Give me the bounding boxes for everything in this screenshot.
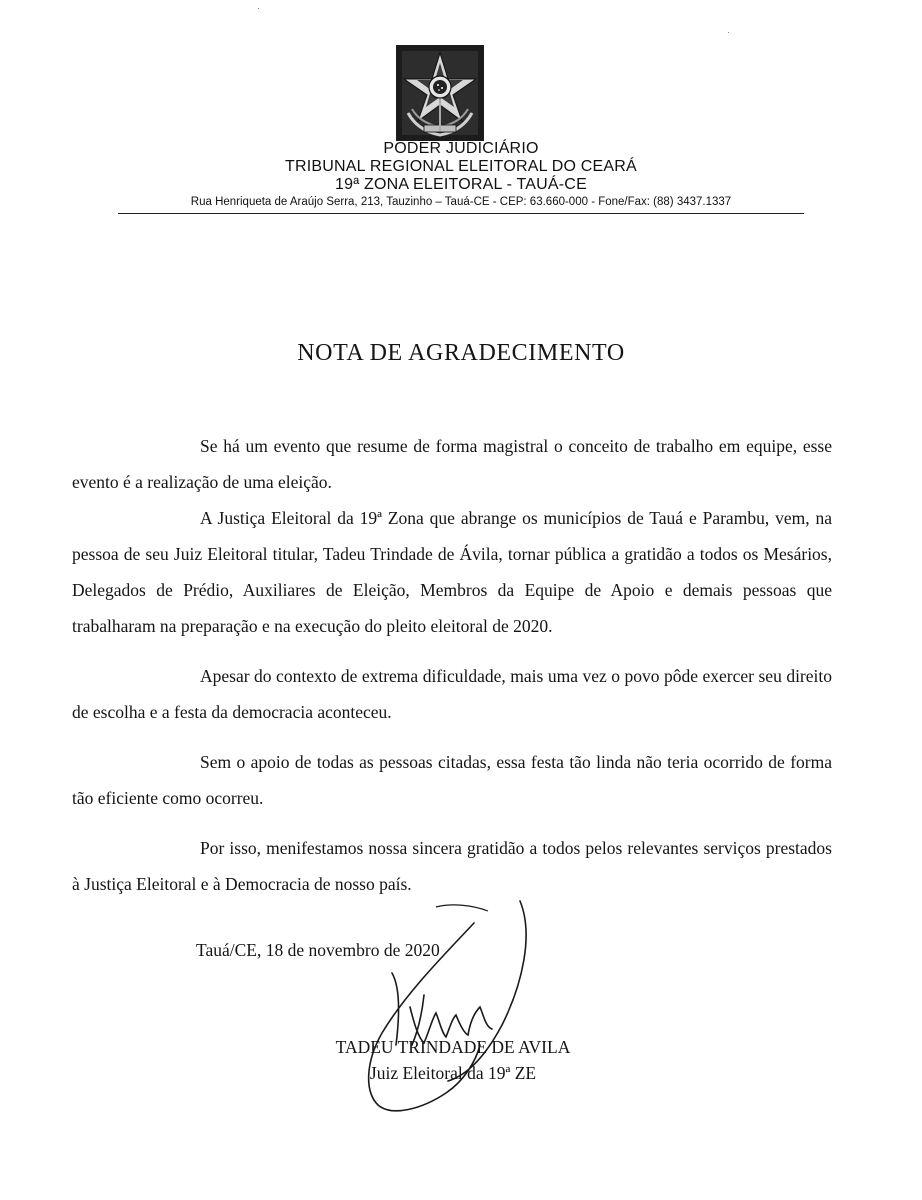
- header-line-3: 19ª ZONA ELEITORAL - TAUÁ-CE: [335, 176, 587, 193]
- paragraph-4: Sem o apoio de todas as pessoas citadas, essa festa tão linda não teria ocorrido de forma tão eficiente como ocorreu.: [72, 752, 832, 808]
- signer-role: Juiz Eleitoral da 19ª ZE: [369, 1063, 537, 1083]
- header-address: Rua Henriqueta de Araújo Serra, 213, Tauzinho – Tauá-CE - CEP: 63.660-000 - Fone/Fax: (88) 3437.1337: [190, 196, 732, 208]
- paragraph-2: A Justiça Eleitoral da 19ª Zona que abrange os municípios de Tauá e Parambu, vem, na pessoa de seu Juiz Eleitoral titular, Tadeu Trindade de Ávila, tornar pública a gratidão a todos os Mesários, Delegados de Prédio, Auxiliares de Eleição, Membros da Equipe de Apoio e demais pessoas que trabalharam na preparação e na execução do pleito eleitoral de 2020.: [72, 508, 832, 636]
- header-divider: [118, 213, 804, 214]
- letterhead: [0, 140, 922, 209]
- scan-speck: [728, 32, 729, 33]
- paragraph-1: Se há um evento que resume de forma magistral o conceito de trabalho em equipe, esse evento é a realização de uma eleição.: [72, 436, 832, 492]
- scan-speck: [258, 8, 259, 9]
- paragraph-5: Por isso, menifestamos nossa sincera gratidão a todos pelos relevantes serviços prestados à Justiça Eleitoral e à Democracia de nosso país.: [72, 838, 832, 894]
- handwritten-signature: [352, 895, 552, 1135]
- document-body: [72, 428, 832, 902]
- coat-of-arms-icon: [394, 43, 486, 143]
- header-line-1: PODER JUDICIÁRIO: [383, 140, 539, 157]
- paragraph-3: Apesar do contexto de extrema dificuldade, mais uma vez o povo pôde exercer seu direito de escolha e a festa da democracia aconteceu.: [72, 666, 832, 722]
- place-date: Tauá/CE, 18 de novembro de 2020: [196, 940, 440, 960]
- header-line-2: TRIBUNAL REGIONAL ELEITORAL DO CEARÁ: [285, 158, 637, 175]
- signer-name: TADEU TRINDADE DE AVILA: [335, 1037, 571, 1057]
- document-title: NOTA DE AGRADECIMENTO: [297, 340, 625, 366]
